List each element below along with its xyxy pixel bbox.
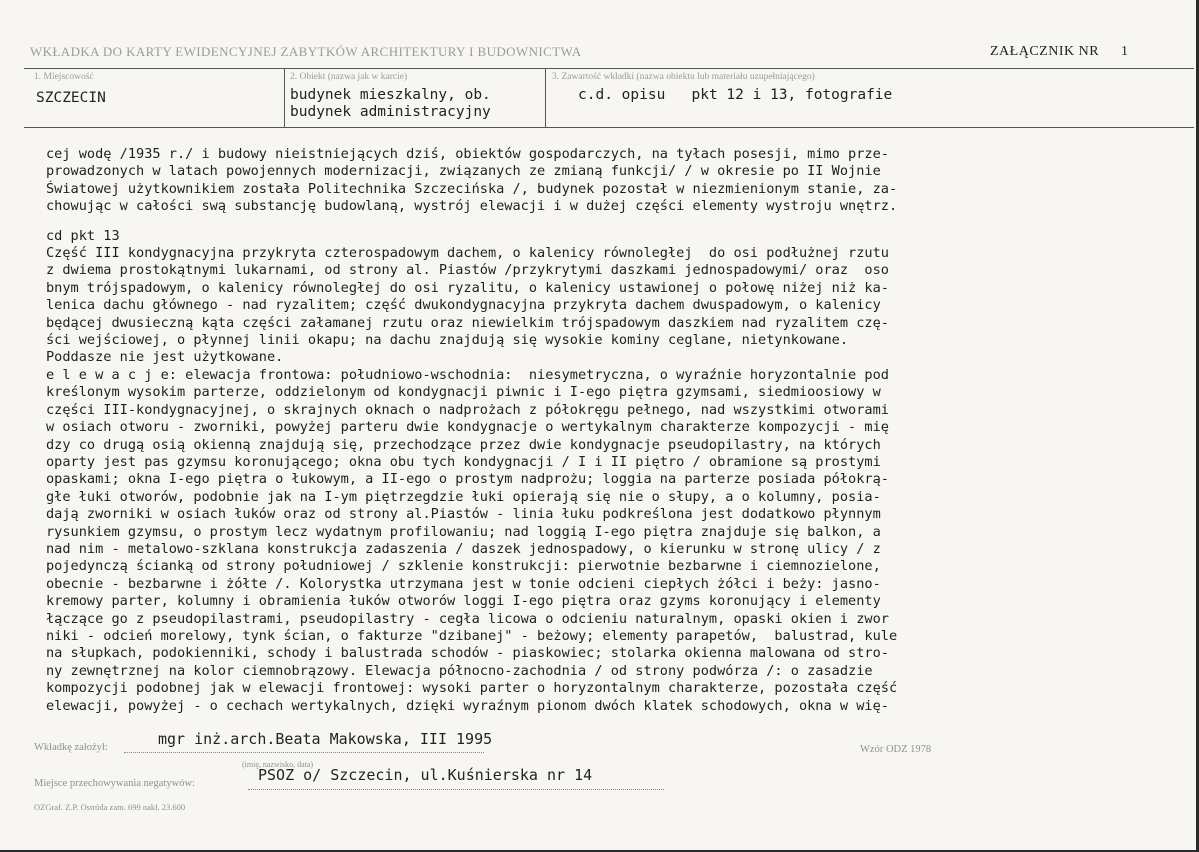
- author-label: Wkładkę założył:: [34, 742, 108, 753]
- text-line: pojedynczą ścianką od strony południowej / szklenie konstrukcji: pierwotnie bezbarwne i ciemnozielone,: [46, 558, 881, 575]
- text-line: lenica dachu głównego - nad ryzalitem; część dwukondygnacyjna przykryta dachem dwuspadowym, o kalenicy: [46, 297, 881, 314]
- text-line: bnym trójspadowym, o kalenicy równoległej do osi ryzalitu, o kalenicy ustawionej o połowę niżej niż ka-: [46, 279, 889, 296]
- field-divider-1: [284, 68, 285, 127]
- annex-label-text: ZAŁĄCZNIK NR: [990, 44, 1100, 59]
- text-line: Poddasze nie jest użytkowane.: [46, 349, 284, 366]
- header-top-rule: [24, 68, 1194, 69]
- author-value: mgr inż.arch.Beata Makowska, III 1995: [158, 730, 493, 748]
- annex-number: 1: [1121, 44, 1129, 59]
- continuation-paragraph: [46, 146, 1186, 216]
- form-title: WKŁADKA DO KARTY EWIDENCYJNEJ ZABYTKÓW ARCHITEKTURY I BUDOWNICTWA: [30, 44, 582, 59]
- form-reference: Wzór ODZ 1978: [860, 744, 932, 755]
- annex-label: [990, 44, 1129, 60]
- text-line: na słupkach, podokienniki, schody i balustrada schodów - piaskowiec; stolarka okienna malowana od stro-: [46, 645, 889, 662]
- text-line: cej wodę /1935 r./ i budowy nieistniejących dziś, obiektów gospodarczych, na tyłach posesji, mimo prze-: [46, 146, 889, 162]
- field-divider-2: [545, 68, 546, 127]
- object-value-line1: budynek mieszkalny, ob.: [290, 87, 491, 103]
- author-hint: (imię, nazwisko, data): [242, 760, 314, 769]
- storage-dotted-line: [248, 789, 664, 790]
- text-line: kremowy parter, kolumny i obramienia łuków otworów loggi I-ego piętra oraz gzyms koronujący i elementy: [46, 593, 881, 610]
- text-line: części III-kondygnacyjnej, o skrajnych oknach o nadprożach z półokręgu pełnego, nad wszystkimi otworami: [46, 401, 889, 418]
- object-value-line2: budynek administracyjny: [290, 104, 491, 120]
- locality-label: 1. Miejscowość: [34, 72, 94, 82]
- text-line: Światowej użytkownikiem została Politechnika Szczecińska /, budynek pozostał w niezmienionym stanie, za-: [46, 180, 898, 197]
- text-line: obecnie - bezbarwne i żółte /. Kolorystka utrzymana jest w tonie odcieni ciepłych żółci i beży: jasno-: [46, 575, 881, 592]
- contents-value: c.d. opisu pkt 12 i 13, fotografie: [578, 87, 893, 103]
- locality-value: SZCZECIN: [36, 90, 106, 106]
- text-line: cd pkt 13: [46, 227, 120, 244]
- text-line: dzy co drugą osią okienną znajdują się, przechodzące przez dwie kondygnacje pseudopilastry, na których: [46, 436, 881, 453]
- text-line: chowując w całości swą substancję budowlaną, wystrój elewacji i w dużej części elementy wystroju wnętrz.: [46, 198, 898, 215]
- paragraph-gap: [46, 216, 1186, 228]
- text-line: z dwiema prostokątnymi lukarnami, od strony al. Piastów /przykrytymi daszkami jednospadowymi/ oraz oso: [46, 262, 889, 279]
- object-label: 2. Obiekt (nazwa jak w karcie): [290, 72, 408, 82]
- description-body: [46, 146, 1186, 715]
- text-line: oparty jest pas gzymsu koronującego; okna obu tych kondygnacji / I i II piętro / obramione są prostymi: [46, 453, 881, 470]
- text-line: kreślonym wysokim parterze, oddzielonym od kondygnacji piwnic i I-ego piętra gzymsami, siedmioosiowy w: [46, 384, 881, 401]
- storage-label: Miejsce przechowywania negatywów:: [34, 778, 195, 789]
- text-line: elewacji, powyżej - o cechach wertykalnych, dzięki wyraźnym pionom dwóch klatek schodowych, okna w wię-: [46, 697, 889, 714]
- point-13-paragraph: [46, 228, 1186, 715]
- text-line: ny zewnętrznej na kolor ciemnobrązowy. Elewacja północno-zachodnia / od strony podwórza /: o zasadzie: [46, 662, 873, 679]
- header-bottom-rule: [24, 127, 1194, 128]
- text-line: prowadzonych w latach powojennych modernizacji, związanych ze zmianą funkcji/ / w okresie po II Wojnie: [46, 163, 881, 180]
- text-line: będącej dwusieczną kąta części załamanej rzutu oraz niewielkim trójspadowym daszkiem nad ryzalitem czę-: [46, 314, 889, 331]
- text-line: Część III kondygnacyjna przykryta czterospadowym dachem, o kalenicy równoległej do osi podłużnej rzutu: [46, 245, 889, 262]
- contents-label: 3. Zawartość wkładki (nazwa obiektu lub materiału uzupełniającego): [552, 72, 815, 82]
- text-line: ści wejściowej, o płynnej linii okapu; na dachu znajdują się wysokie kominy ceglane, nietynkowane.: [46, 332, 849, 349]
- printer-imprint: OZGraf. Z.P. Ostróda zam. 699 nakł. 23.600: [34, 802, 186, 812]
- text-line: niki - odcień morelowy, tynk ścian, o fakturze "dzibanej" - beżowy; elementy parapetów, balustrad, kule: [46, 627, 898, 644]
- storage-value: PSOZ o/ Szczecin, ul.Kuśnierska nr 14: [258, 766, 593, 784]
- text-line: dają zworniki w osiach łuków oraz od strony al.Piastów - linia łuku podkreślona jest dodatkowo płynnym: [46, 506, 881, 523]
- text-line: głe łuki otworów, podobnie jak na I-ym piętrzegdzie łuki opierają się nie o słupy, a o kolumny, posia-: [46, 488, 881, 505]
- text-line: kompozycji podobnej jak w elewacji frontowej: wysoki parter o horyzontalnym charakterze, pozostała część: [46, 680, 898, 697]
- text-line: opaskami; okna I-ego piętra o łukowym, a II-ego o prostym nadprożu; loggia na parterze posiada półokrą-: [46, 471, 889, 488]
- text-line: łączące go z pseudopilastrami, pseudopilastry - cegła licowa o odcieniu naturalnym, opaski okien i zwor: [46, 610, 889, 627]
- text-line: e l e w a c j e: elewacja frontowa: południowo-wschodnia: niesymetryczna, o wyraźnie horyzontalnie pod: [46, 366, 889, 383]
- text-line: nad nim - metalowo-szklana konstrukcja zadaszenia / daszek jednospadowy, o kierunku w stronę ulicy / z: [46, 540, 881, 557]
- text-line: rysunkiem gzymsu, o prostym lecz wydatnym profilowaniu; nad loggią I-ego piętra znajduje się balkon, a: [46, 523, 881, 540]
- text-line: w osiach otworu - zworniki, powyżej parteru dwie kondygnacje o wertykalnym charakterze kompozycji - mię: [46, 419, 889, 436]
- author-dotted-line: [124, 752, 484, 753]
